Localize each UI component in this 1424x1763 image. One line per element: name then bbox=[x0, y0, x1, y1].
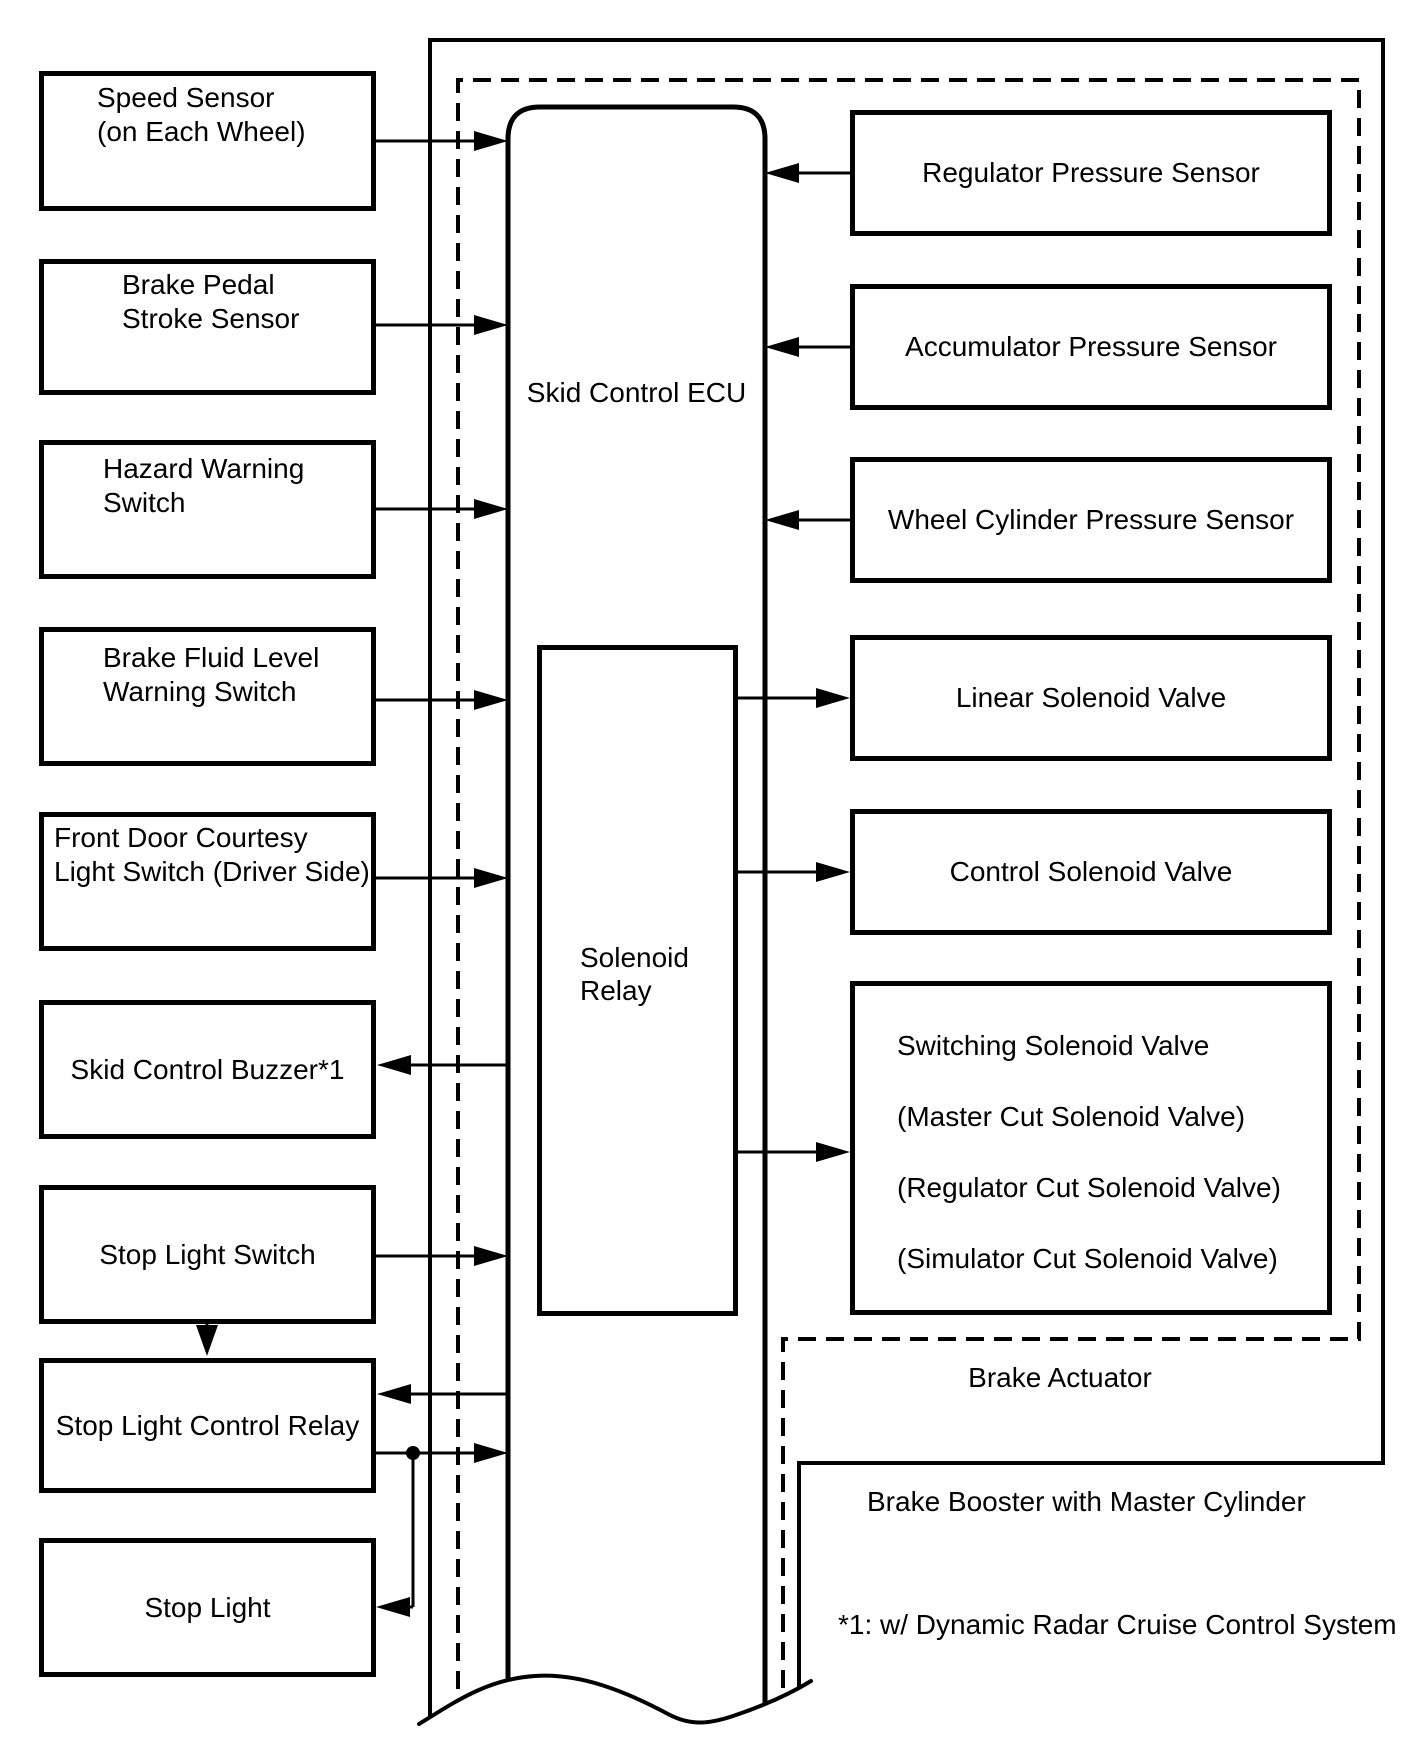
box-wheel-cylinder-pressure-sensor bbox=[850, 457, 1332, 583]
box-switching-solenoid-valve bbox=[850, 981, 1332, 1315]
box-hazard-warning-switch bbox=[39, 440, 376, 579]
box-label-line: Regulator Pressure Sensor bbox=[922, 157, 1260, 188]
box-regulator-pressure-sensor bbox=[850, 110, 1332, 236]
arrow-courtesy-switch-to-ecu bbox=[374, 868, 508, 888]
arrow-brake-pedal-to-ecu bbox=[374, 315, 508, 335]
box-label-line: (Regulator Cut Solenoid Valve) bbox=[897, 1172, 1281, 1203]
box-label-line: Accumulator Pressure Sensor bbox=[905, 331, 1277, 362]
arrow-ecu-to-buzzer bbox=[377, 1055, 508, 1075]
box-label-line: Switching Solenoid Valve bbox=[897, 1030, 1210, 1061]
box-brake-pedal-stroke-sensor bbox=[39, 259, 376, 395]
arrow-regulator-to-ecu bbox=[765, 163, 850, 183]
box-brake-fluid-level-warning-switch bbox=[39, 627, 376, 766]
arrow-head bbox=[377, 1384, 411, 1404]
box-label-line: Stop Light Switch bbox=[99, 1238, 316, 1270]
box-label-line: (Simulator Cut Solenoid Valve) bbox=[897, 1243, 1278, 1274]
box-label-line: (on Each Wheel) bbox=[97, 116, 306, 147]
box-label-line: Switch bbox=[103, 487, 186, 518]
box-label-line: Stop Light Control Relay bbox=[55, 1409, 360, 1441]
box-label-line: Relay bbox=[580, 975, 652, 1006]
arrow-head bbox=[376, 1597, 410, 1617]
box-label-line: Brake Pedal bbox=[122, 269, 275, 300]
arrow-head bbox=[377, 1055, 411, 1075]
arrow-junction-to-stop-light bbox=[376, 1453, 413, 1617]
brake-actuator-label: Brake Actuator bbox=[968, 1362, 1152, 1393]
arrow-head bbox=[474, 1246, 508, 1266]
box-label-line: Warning Switch bbox=[103, 676, 297, 707]
arrow-fluid-level-to-ecu bbox=[374, 690, 508, 710]
arrow-head bbox=[474, 690, 508, 710]
arrow-head bbox=[816, 862, 850, 882]
box-label-line: Skid Control Buzzer*1 bbox=[70, 1053, 345, 1085]
arrow-hazard-to-ecu bbox=[374, 499, 508, 519]
box-accumulator-pressure-sensor bbox=[850, 284, 1332, 410]
box-label-line: Stroke Sensor bbox=[122, 303, 300, 334]
arrow-wheel-cylinder-to-ecu bbox=[765, 510, 850, 530]
box-label-line: Front Door Courtesy bbox=[54, 822, 308, 853]
box-skid-control-buzzer bbox=[39, 1000, 376, 1139]
arrow-accumulator-to-ecu bbox=[765, 337, 850, 357]
brake-booster-label: Brake Booster with Master Cylinder bbox=[867, 1486, 1306, 1517]
arrow-relay-to-ecu bbox=[374, 1443, 508, 1463]
arrow-head bbox=[196, 1325, 218, 1356]
arrow-head bbox=[474, 868, 508, 888]
box-stop-light-control-relay bbox=[39, 1358, 376, 1493]
box-label-line: Linear Solenoid Valve bbox=[955, 682, 1227, 713]
solenoid-relay-label bbox=[580, 941, 689, 1007]
arrow-relay-to-switching-valve bbox=[738, 1142, 850, 1162]
arrow-head bbox=[474, 315, 508, 335]
box-label-line: Brake Fluid Level bbox=[103, 642, 320, 673]
arrow-head bbox=[816, 1142, 850, 1162]
arrow-relay-to-linear-valve bbox=[738, 688, 850, 708]
box-label-line: Stop Light bbox=[144, 1591, 271, 1623]
arrow-relay-to-control-valve bbox=[738, 862, 850, 882]
box-label-line: Hazard Warning bbox=[103, 453, 305, 484]
arrow-head bbox=[474, 1443, 508, 1463]
arrow-head bbox=[474, 131, 508, 151]
box-linear-solenoid-valve bbox=[850, 635, 1332, 761]
arrow-stop-light-switch-to-ecu bbox=[374, 1246, 508, 1266]
ecu-label: Skid Control ECU bbox=[526, 377, 747, 408]
arrow-head bbox=[474, 499, 508, 519]
box-label-line: Control Solenoid Valve bbox=[949, 856, 1233, 887]
box-label-line: Light Switch (Driver Side) bbox=[54, 856, 370, 887]
arrow-head bbox=[765, 510, 799, 530]
box-label-line: Speed Sensor bbox=[97, 82, 275, 113]
box-label-line: Solenoid bbox=[580, 942, 689, 973]
box-stop-light-switch bbox=[39, 1185, 376, 1324]
box-speed-sensor bbox=[39, 71, 376, 211]
arrow-speed-sensor-to-ecu bbox=[374, 131, 508, 151]
footnote-label: *1: w/ Dynamic Radar Cruise Control System bbox=[838, 1609, 1397, 1640]
box-control-solenoid-valve bbox=[850, 809, 1332, 935]
arrow-head bbox=[816, 688, 850, 708]
arrow-head bbox=[765, 163, 799, 183]
box-label-line: (Master Cut Solenoid Valve) bbox=[897, 1101, 1246, 1132]
box-label-line: Wheel Cylinder Pressure Sensor bbox=[887, 504, 1295, 535]
box-stop-light bbox=[39, 1538, 376, 1677]
arrow-head bbox=[765, 337, 799, 357]
arrow-switch-to-relay-down bbox=[196, 1324, 218, 1356]
box-front-door-courtesy-light-switch bbox=[39, 812, 376, 951]
arrow-ecu-to-relay bbox=[377, 1384, 508, 1404]
